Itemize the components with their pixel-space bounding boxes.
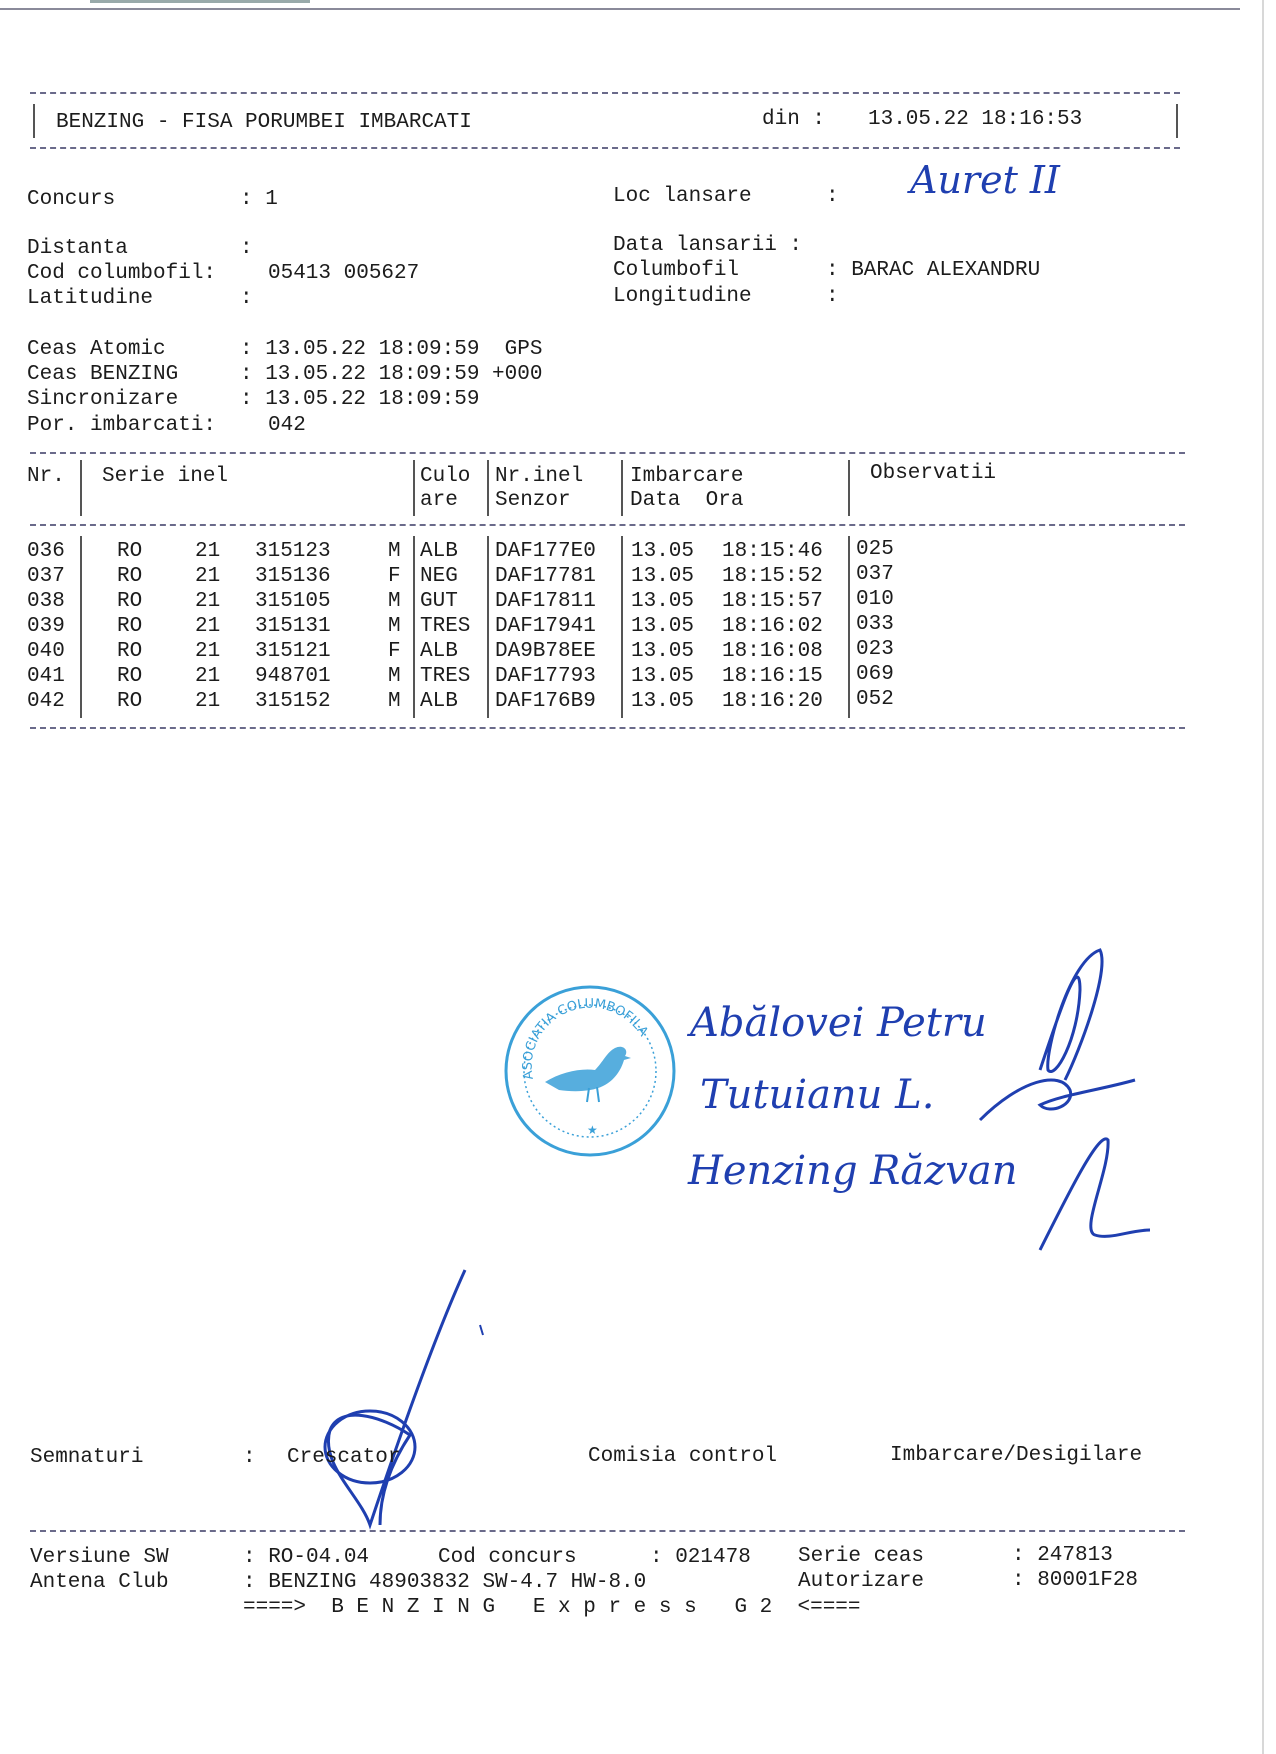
antena-club-label: Antena Club: [30, 1571, 169, 1594]
col-sep: [621, 536, 623, 718]
col-header-serie-inel: Serie inel: [102, 465, 229, 488]
por-imbarcati-value: 042: [268, 414, 306, 437]
ceas-atomic-label: Ceas Atomic: [27, 338, 166, 361]
footer-rule: [30, 1530, 1185, 1532]
col-sep: [487, 460, 489, 516]
table-header-rule: [30, 524, 1185, 526]
sincronizare-value: : 13.05.22 18:09:59: [240, 388, 480, 411]
semnaturi-label: Semnaturi: [30, 1446, 144, 1469]
cell-an: 21: [195, 690, 221, 713]
cell-data: 13.05: [631, 540, 695, 563]
distanta-colon: :: [240, 237, 253, 260]
col-header-senzor: Senzor: [495, 489, 571, 512]
ceas-benzing-label: Ceas BENZING: [27, 363, 179, 386]
distanta-label: Distanta: [27, 237, 128, 260]
cell-sex: M: [388, 590, 401, 613]
scan-edge-line: [0, 8, 1240, 10]
cell-culoare: ALB: [420, 640, 458, 663]
cell-tara: RO: [117, 565, 143, 588]
cell-an: 21: [195, 565, 221, 588]
header-bottom-rule: [30, 147, 1180, 149]
serie-ceas-label: Serie ceas: [798, 1545, 925, 1568]
cell-an: 21: [195, 540, 221, 563]
cell-data: 13.05: [631, 615, 695, 638]
cell-serie: 948701: [255, 665, 331, 688]
col-header-culoare-1: Culo: [420, 465, 471, 488]
concurs-value: : 1: [240, 188, 278, 211]
cell-senzor: DAF17781: [495, 565, 596, 588]
cell-senzor: DAF177E0: [495, 540, 596, 563]
cell-data: 13.05: [631, 640, 695, 663]
cell-culoare: ALB: [420, 690, 458, 713]
cod-concurs-label: Cod concurs: [438, 1546, 577, 1569]
handwritten-name-1: Abălovei Petru: [690, 1000, 987, 1046]
cell-tara: RO: [117, 665, 143, 688]
cell-an: 21: [195, 640, 221, 663]
cell-obs: 025: [856, 538, 894, 561]
cell-an: 21: [195, 590, 221, 613]
handwritten-name-2: Tutuianu L.: [700, 1072, 935, 1118]
cell-serie: 315131: [255, 615, 331, 638]
cell-an: 21: [195, 615, 221, 638]
col-header-data-ora: Data Ora: [630, 489, 744, 512]
col-header-nr: Nr.: [27, 465, 65, 488]
cell-data: 13.05: [631, 565, 695, 588]
table-top-rule: [30, 452, 1185, 454]
data-lansarii-label: Data lansarii :: [613, 234, 803, 257]
cell-data: 13.05: [631, 590, 695, 613]
cell-culoare: NEG: [420, 565, 458, 588]
cell-ora: 18:15:52: [722, 565, 823, 588]
cell-culoare: ALB: [420, 540, 458, 563]
cell-ora: 18:16:02: [722, 615, 823, 638]
cell-ora: 18:15:57: [722, 590, 823, 613]
cell-nr: 041: [27, 665, 65, 688]
cell-tara: RO: [117, 690, 143, 713]
cell-obs: 069: [856, 663, 894, 686]
cell-serie: 315136: [255, 565, 331, 588]
cell-obs: 033: [856, 613, 894, 636]
cell-ora: 18:15:46: [722, 540, 823, 563]
cell-nr: 036: [27, 540, 65, 563]
sincronizare-label: Sincronizare: [27, 388, 179, 411]
col-header-observatii: Observatii: [870, 462, 997, 485]
loc-lansare-label: Loc lansare: [613, 185, 752, 208]
longitudine-colon: :: [826, 285, 839, 308]
cell-ora: 18:16:08: [722, 640, 823, 663]
pigeon-icon: [545, 1047, 631, 1091]
cell-senzor: DAF176B9: [495, 690, 596, 713]
commission-signature: [960, 930, 1160, 1260]
concurs-label: Concurs: [27, 188, 116, 211]
crescator-label: Crescator: [287, 1446, 401, 1469]
cod-columbofil-value: 05413 005627: [268, 262, 420, 285]
autorizare-value: : 80001F28: [1012, 1569, 1139, 1592]
cell-tara: RO: [117, 640, 143, 663]
col-sep: [848, 460, 850, 516]
col-header-nr-inel: Nr.inel: [495, 465, 584, 488]
cell-serie: 315105: [255, 590, 331, 613]
loc-lansare-colon: :: [826, 185, 839, 208]
cell-sex: F: [388, 565, 401, 588]
cell-sex: M: [388, 540, 401, 563]
benzing-banner: ====> B E N Z I N G E x p r e s s G 2 <====: [243, 1596, 861, 1619]
cell-an: 21: [195, 665, 221, 688]
col-sep: [848, 536, 850, 718]
columbofil-label: Columbofil: [613, 259, 740, 282]
col-header-imbarcare: Imbarcare: [630, 465, 744, 488]
cell-sex: F: [388, 640, 401, 663]
cell-serie: 315121: [255, 640, 331, 663]
versiune-sw-label: Versiune SW: [30, 1546, 169, 1569]
col-sep: [487, 536, 489, 718]
columbofil-value: : BARAC ALEXANDRU: [826, 259, 1041, 282]
cell-senzor: DA9B78EE: [495, 640, 596, 663]
latitudine-label: Latitudine: [27, 287, 154, 310]
scan-right-edge: [1262, 0, 1264, 1754]
crescator-signature: [300, 1265, 500, 1545]
ceas-atomic-value: : 13.05.22 18:09:59 GPS: [240, 338, 543, 361]
cell-nr: 042: [27, 690, 65, 713]
din-label: din :: [762, 108, 826, 131]
cell-serie: 315123: [255, 540, 331, 563]
cell-sex: M: [388, 665, 401, 688]
cell-ora: 18:16:20: [722, 690, 823, 713]
header-top-rule: [30, 92, 1180, 94]
imbarcare-desigilare-label: Imbarcare/Desigilare: [890, 1444, 1143, 1467]
cell-culoare: TRES: [420, 665, 471, 688]
cell-nr: 037: [27, 565, 65, 588]
cell-obs: 010: [856, 588, 894, 611]
cod-columbofil-label: Cod columbofil:: [27, 262, 217, 285]
col-header-culoare-2: are: [420, 489, 458, 512]
serie-ceas-value: : 247813: [1012, 1544, 1113, 1567]
cell-data: 13.05: [631, 665, 695, 688]
cell-tara: RO: [117, 590, 143, 613]
print-datetime: 13.05.22 18:16:53: [868, 108, 1083, 131]
col-sep: [413, 536, 415, 718]
cell-tara: RO: [117, 540, 143, 563]
cell-nr: 039: [27, 615, 65, 638]
cell-senzor: DAF17811: [495, 590, 596, 613]
document-title: BENZING - FISA PORUMBEI IMBARCATI: [56, 111, 472, 134]
cell-ora: 18:16:15: [722, 665, 823, 688]
autorizare-label: Autorizare: [798, 1570, 925, 1593]
loc-lansare-handwritten: Auret II: [910, 158, 1060, 202]
antena-club-value: : BENZING 48903832 SW-4.7 HW-8.0: [243, 1571, 647, 1594]
cell-senzor: DAF17941: [495, 615, 596, 638]
header-left-border: [33, 104, 35, 138]
latitudine-colon: :: [240, 287, 253, 310]
cell-culoare: TRES: [420, 615, 471, 638]
association-stamp: [503, 984, 677, 1158]
handwritten-name-3: Henzing Răzvan: [688, 1148, 1018, 1194]
versiune-sw-value: : RO-04.04: [243, 1546, 370, 1569]
cell-data: 13.05: [631, 690, 695, 713]
comisia-control-label: Comisia control: [588, 1445, 778, 1468]
cell-obs: 052: [856, 688, 894, 711]
cell-culoare: GUT: [420, 590, 458, 613]
stamp-text: [521, 997, 651, 1081]
scan-edge-line-thick: [90, 0, 310, 3]
col-sep: [80, 460, 82, 516]
cell-senzor: DAF17793: [495, 665, 596, 688]
cell-nr: 038: [27, 590, 65, 613]
stamp-text-path: ASOCIATIA COLUMBOFILA: [520, 996, 651, 1081]
stamp-graphic: [503, 984, 677, 1158]
cell-sex: M: [388, 615, 401, 638]
por-imbarcati-label: Por. imbarcati:: [27, 414, 217, 437]
semnaturi-colon: :: [243, 1446, 256, 1469]
ceas-benzing-value: : 13.05.22 18:09:59 +000: [240, 363, 543, 386]
svg-text:★: ★: [587, 1123, 598, 1137]
col-sep: [621, 460, 623, 516]
cell-nr: 040: [27, 640, 65, 663]
cell-obs: 037: [856, 563, 894, 586]
cell-serie: 315152: [255, 690, 331, 713]
cell-sex: M: [388, 690, 401, 713]
col-sep: [80, 536, 82, 718]
longitudine-label: Longitudine: [613, 285, 752, 308]
cell-tara: RO: [117, 615, 143, 638]
cod-concurs-value: : 021478: [650, 1546, 751, 1569]
table-bottom-rule: [30, 727, 1185, 729]
cell-obs: 023: [856, 638, 894, 661]
col-sep: [413, 460, 415, 516]
header-right-border: [1176, 104, 1178, 138]
